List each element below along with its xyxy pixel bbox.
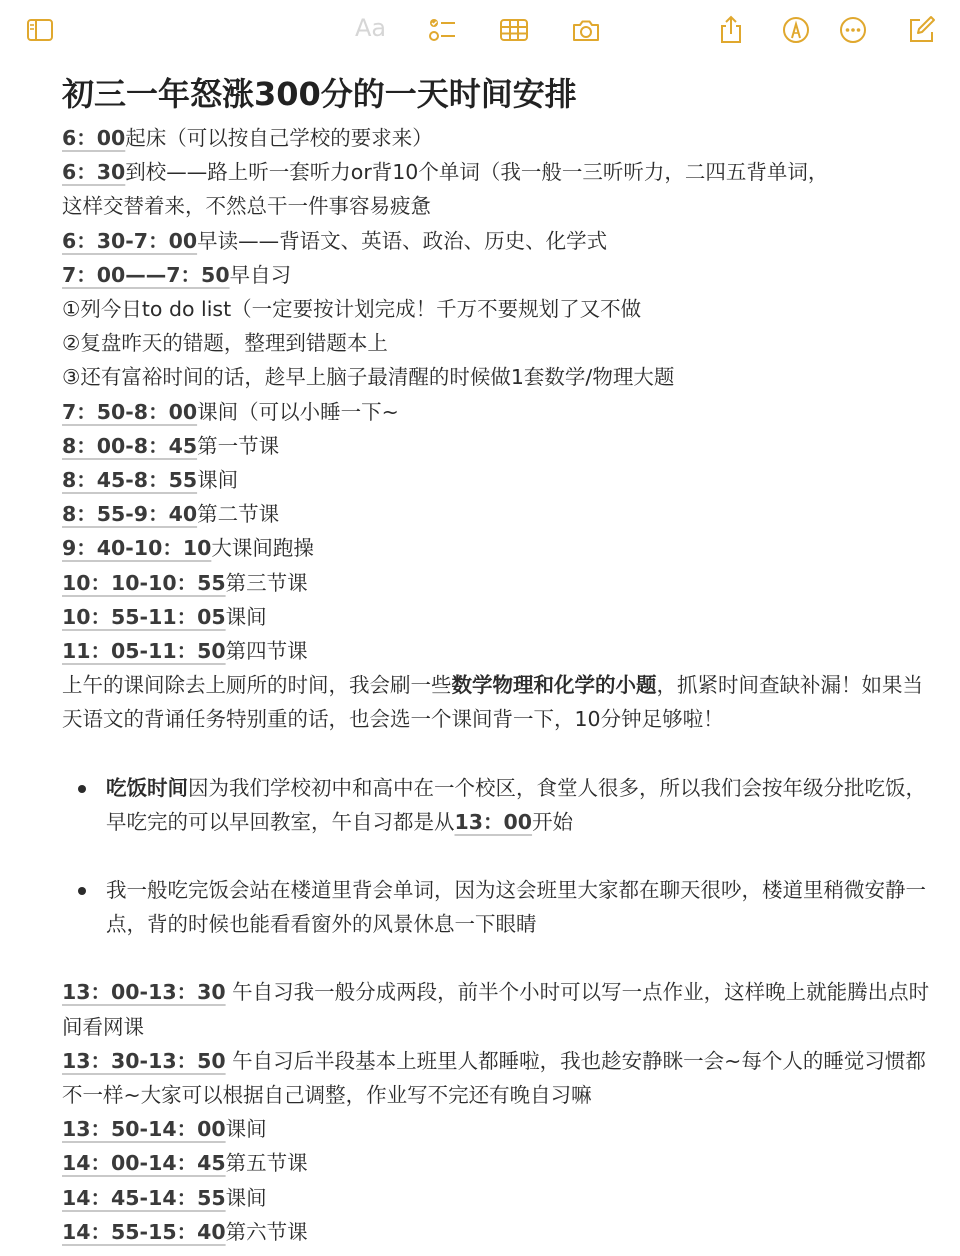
activity: 第二节课 <box>197 502 280 527</box>
schedule-line <box>62 1215 932 1249</box>
time-range: 7：00——7：50 <box>62 262 230 287</box>
activity: 第五节课 <box>225 1151 308 1176</box>
note-title: 初三一年怒涨300分的一天时间安排 <box>62 75 577 113</box>
task-item: ②复盘昨天的错题，整理到错题本上 <box>62 331 388 356</box>
time-range: 13：00-13：30 <box>62 980 226 1005</box>
time-range: 6：00 <box>62 126 126 150</box>
more-icon[interactable] <box>835 12 871 48</box>
schedule-line <box>62 1112 932 1146</box>
sidebar-icon[interactable] <box>22 12 58 48</box>
schedule-line <box>62 566 932 600</box>
activity: 第三节课 <box>225 570 308 595</box>
bullet-text: 开始 <box>532 809 574 834</box>
note-body[interactable] <box>62 68 932 1249</box>
task-item: ③还有富裕时间的话，趁早上脑子最清醒的时候做1套数学/物理大题 <box>62 365 675 390</box>
activity: 第四节课 <box>225 639 308 664</box>
paragraph-text: ，抓紧时间查缺补漏！如果当天语文的背诵任务特别重的话，也会选一个课间背一下，10分钟足够啦！ <box>62 673 923 732</box>
activity: 早自习 <box>229 262 292 287</box>
schedule-line <box>62 429 932 463</box>
format-text-button[interactable]: Aa <box>355 14 387 42</box>
share-icon[interactable] <box>713 12 749 48</box>
activity: 课间 <box>225 1185 267 1210</box>
schedule-line <box>62 1181 932 1215</box>
camera-icon[interactable] <box>568 12 604 48</box>
schedule-line <box>62 497 932 531</box>
bullet-dot <box>78 887 86 895</box>
task-item: ①列今日to do list（一定要按计划完成！千万不要规划了又不做 <box>62 297 642 322</box>
paragraph <box>62 1044 932 1112</box>
schedule-line <box>62 258 932 292</box>
spacer <box>62 737 932 771</box>
paragraph-bold: 数学物理和化学的小题 <box>451 673 657 698</box>
bullet-text: 因为我们学校初中和高中在一个校区，食堂人很多，所以我们会按年级分批吃饭，早吃完的可以早回教室，午自习都是从 <box>106 775 926 834</box>
activity: 课间（可以小睡一下~ <box>197 399 399 424</box>
time-range: 8：45-8：55 <box>62 468 198 493</box>
time-range: 6：30 <box>62 160 126 185</box>
time-range: 14：55-15：40 <box>62 1219 226 1244</box>
paragraph-text: 午自习我一般分成两段，前半个小时可以写一点作业，这样晚上就能腾出点时间看网课 <box>62 980 930 1039</box>
schedule-line <box>62 155 932 189</box>
activity: 课间 <box>225 604 267 629</box>
time-range: 10：55-11：05 <box>62 604 226 629</box>
schedule-line <box>62 1146 932 1180</box>
bullet-dot <box>78 785 86 793</box>
paragraph <box>62 668 932 736</box>
time-range: 13：00 <box>454 809 533 834</box>
activity: 课间 <box>197 468 239 493</box>
time-range: 14：00-14：45 <box>62 1151 226 1176</box>
activity: 起床（可以按自己学校的要求来） <box>125 126 433 150</box>
paragraph-text: 上午的课间除去上厕所的时间，我会刷一些 <box>62 673 452 698</box>
time-range: 14：45-14：55 <box>62 1185 226 1210</box>
activity: 早读——背语文、英语、政治、历史、化学式 <box>197 228 608 253</box>
schedule-line <box>62 121 932 155</box>
schedule-line <box>62 224 932 258</box>
schedule-line <box>62 395 932 429</box>
time-range: 7：50-8：00 <box>62 399 198 424</box>
bullet-item <box>62 873 932 941</box>
checklist-icon[interactable] <box>424 12 460 48</box>
activity: 课间 <box>225 1117 267 1142</box>
time-range: 6：30-7：00 <box>62 228 198 253</box>
spacer <box>62 839 932 873</box>
time-range: 13：30-13：50 <box>62 1048 226 1073</box>
schedule-line <box>62 463 932 497</box>
activity: 第六节课 <box>225 1219 308 1244</box>
schedule-line <box>62 600 932 634</box>
time-range: 11：05-11：50 <box>62 639 226 664</box>
schedule-line-continued: 这样交替着来，不然总干一件事容易疲惫 <box>62 194 431 219</box>
activity: 第一节课 <box>197 433 280 458</box>
markup-icon[interactable] <box>778 12 814 48</box>
time-range: 9：40-10：10 <box>62 536 212 561</box>
toolbar <box>0 0 960 60</box>
schedule-line <box>62 531 932 565</box>
time-range: 10：10-10：55 <box>62 570 226 595</box>
schedule-line <box>62 634 932 668</box>
activity: 到校——路上听一套听力or背10个单词（我一般一三听听力，二四五背单词， <box>125 160 829 185</box>
paragraph-text: 午自习后半段基本上班里人都睡啦，我也趁安静眯一会~每个人的睡觉习惯都不一样~大家可以根据自己调整，作业写不完还有晚自习嘛 <box>62 1048 926 1108</box>
spacer <box>62 941 932 975</box>
bullet-text: 我一般吃完饭会站在楼道里背会单词，因为这会班里大家都在聊天很吵，楼道里稍微安静一点，背的时候也能看看窗外的风景休息一下眼睛 <box>106 878 926 937</box>
time-range: 8：00-8：45 <box>62 433 198 458</box>
bullet-bold: 吃饭时间 <box>106 775 188 800</box>
bullet-item <box>62 771 932 839</box>
table-icon[interactable] <box>496 12 532 48</box>
time-range: 8：55-9：40 <box>62 502 198 527</box>
compose-icon[interactable] <box>903 12 939 48</box>
paragraph <box>62 975 932 1043</box>
time-range: 13：50-14：00 <box>62 1117 226 1142</box>
activity: 大课间跑操 <box>211 536 314 561</box>
